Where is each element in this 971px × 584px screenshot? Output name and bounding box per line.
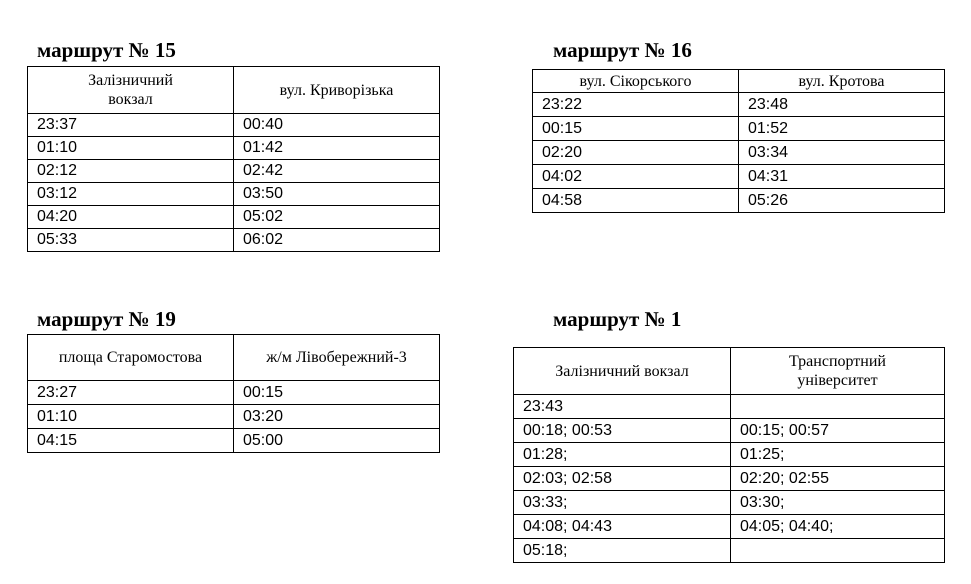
column-header-vul-sikorskoho: вул. Сікорського [533,70,739,93]
table-row [533,189,945,213]
table-cell: 23:27 [28,381,234,405]
table-cell: 02:20 [533,141,739,165]
column-header-zaliznychnyi-vokzal: Залізничний вокзал [514,348,731,395]
route-1-timetable [513,347,945,563]
table-cell: 23:43 [514,395,731,419]
route-19-timetable [27,334,440,453]
table-cell: 23:48 [739,93,945,117]
route-16-timetable [532,69,945,213]
column-header-zhm-livoberezhnyi-3: ж/м Лівобережний-3 [234,335,440,381]
table-row [533,117,945,141]
table-row [28,160,440,183]
table-row [28,405,440,429]
table-cell: 00:40 [234,114,440,137]
table-row [28,137,440,160]
table-cell: 00:18; 00:53 [514,419,731,443]
table-row [28,206,440,229]
table-cell: 04:20 [28,206,234,229]
table-cell: 03:30; [731,491,945,515]
table-cell: 02:12 [28,160,234,183]
table-row [28,229,440,252]
table-row [514,395,945,419]
route-15-timetable [27,66,440,252]
table-cell: 02:03; 02:58 [514,467,731,491]
column-header-vul-krotova: вул. Кротова [739,70,945,93]
table-cell: 05:33 [28,229,234,252]
column-header-transportnyi-universytet: Транспортний університет [731,348,945,395]
table-cell [731,395,945,419]
table-row [514,539,945,563]
table-cell: 23:22 [533,93,739,117]
table-cell: 03:33; [514,491,731,515]
table-cell: 03:34 [739,141,945,165]
table-cell: 01:28; [514,443,731,467]
table-cell: 01:10 [28,405,234,429]
table-row [28,381,440,405]
table-cell: 04:58 [533,189,739,213]
table-row [533,141,945,165]
table-cell [731,539,945,563]
table-header-row [533,70,945,93]
table-cell: 05:02 [234,206,440,229]
table-cell: 01:42 [234,137,440,160]
table-row [28,114,440,137]
table-cell: 00:15 [234,381,440,405]
route-16-title: маршрут № 16 [553,38,692,62]
table-header-row [514,348,945,395]
table-cell: 06:02 [234,229,440,252]
table-cell: 05:18; [514,539,731,563]
table-row [28,429,440,453]
table-cell: 01:25; [731,443,945,467]
column-header-vul-kryvorizka: вул. Криворізька [234,67,440,114]
table-cell: 01:52 [739,117,945,141]
table-cell: 04:31 [739,165,945,189]
table-cell: 04:02 [533,165,739,189]
table-cell: 23:37 [28,114,234,137]
table-cell: 00:15; 00:57 [731,419,945,443]
table-cell: 04:08; 04:43 [514,515,731,539]
table-cell: 01:10 [28,137,234,160]
table-header-row [28,335,440,381]
table-row [514,443,945,467]
table-row [514,467,945,491]
route-1-title: маршрут № 1 [553,307,682,331]
table-row [533,165,945,189]
table-cell: 03:12 [28,183,234,206]
route-15-title: маршрут № 15 [37,38,176,62]
table-cell: 04:05; 04:40; [731,515,945,539]
table-row [514,491,945,515]
table-row [533,93,945,117]
table-row [514,419,945,443]
table-header-row [28,67,440,114]
table-cell: 02:20; 02:55 [731,467,945,491]
table-row [28,183,440,206]
table-row [514,515,945,539]
table-cell: 05:26 [739,189,945,213]
table-cell: 03:20 [234,405,440,429]
table-cell: 00:15 [533,117,739,141]
table-cell: 02:42 [234,160,440,183]
column-header-zaliznychnyi-vokzal: Залізничний вокзал [28,67,234,114]
column-header-ploshcha-staromostova: площа Старомостова [28,335,234,381]
table-cell: 03:50 [234,183,440,206]
route-19-title: маршрут № 19 [37,307,176,331]
table-cell: 04:15 [28,429,234,453]
table-cell: 05:00 [234,429,440,453]
